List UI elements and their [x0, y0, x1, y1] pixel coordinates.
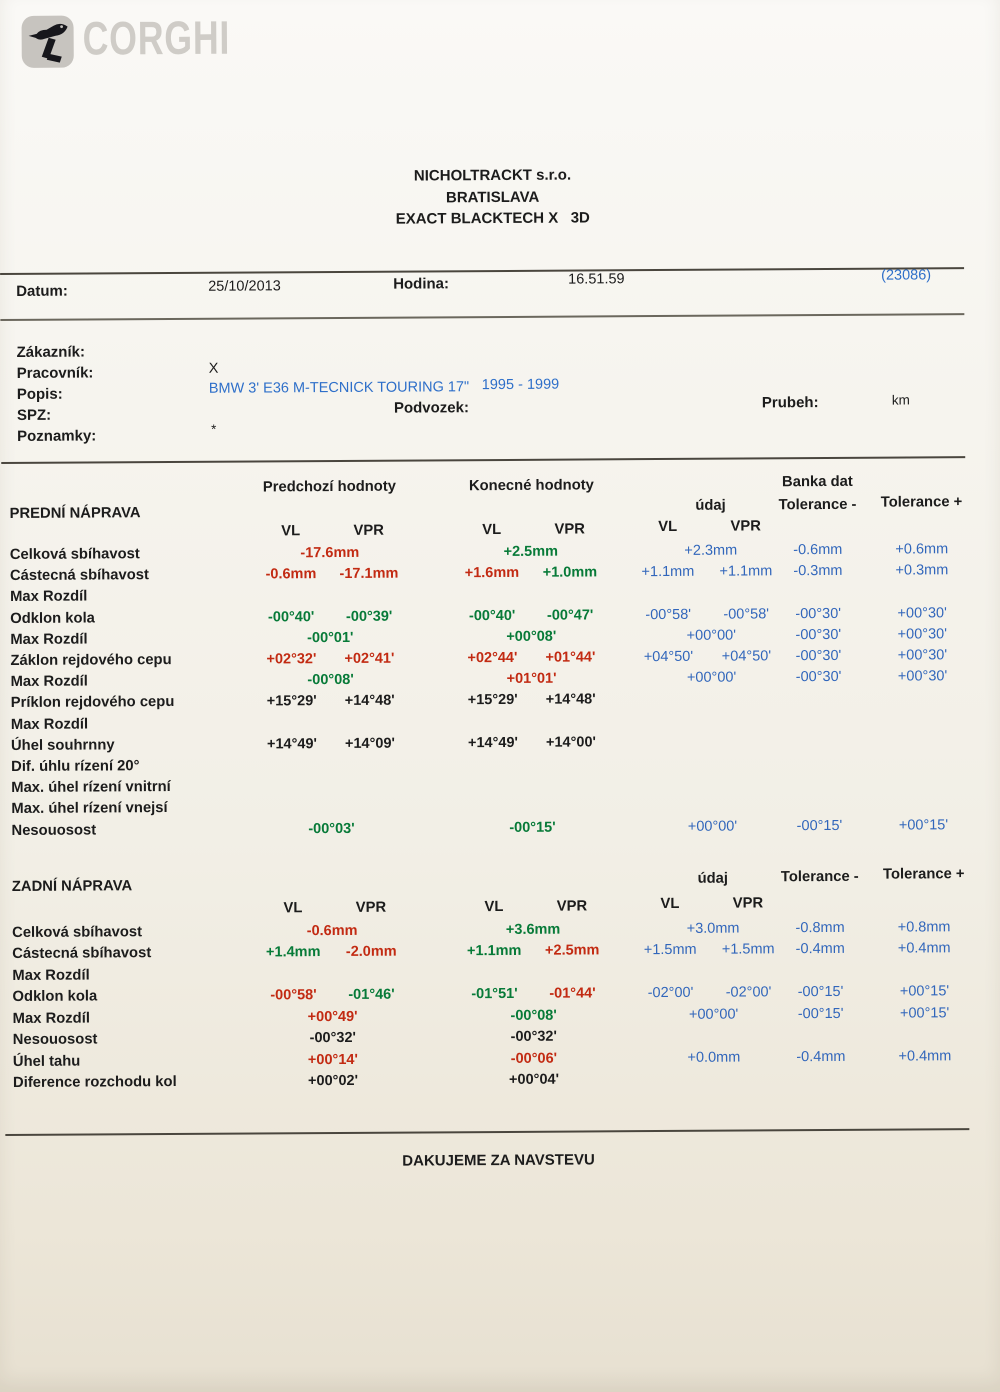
tolerance-plus-value: +0.6mm [895, 541, 949, 558]
fin-value: -00°15' [509, 819, 556, 836]
prev-vpr-value: -00°39' [345, 608, 393, 625]
prev-value: -00°03' [308, 820, 355, 837]
divider [0, 313, 964, 320]
rear-bank-vpr-header: VPR [732, 895, 764, 912]
bank-value: +0.0mm [687, 1049, 741, 1066]
row-label: Max Rozdíl [10, 673, 88, 691]
front-tol-plus-header: Tolerance + [880, 494, 963, 511]
rear-udaj-header: údaj [697, 870, 729, 887]
bank-vpr-value: +04°50' [721, 648, 772, 665]
fin-vpr-value: +1.0mm [542, 564, 598, 581]
row-label: Max. úhel rízení vnejsí [11, 800, 168, 818]
tolerance-plus-value: +00°15' [899, 1004, 950, 1022]
report-number: (23086) [881, 267, 932, 284]
tolerance-minus-value: -00°15' [797, 983, 844, 1001]
bank-vpr-value: -00°58' [723, 605, 770, 623]
fin-value: +3.6mm [505, 921, 561, 938]
front-bank-header: Banka dat [781, 473, 853, 491]
row-label: Úhel souhrnny [10, 737, 115, 754]
plate-label: SPZ: [16, 406, 52, 424]
bank-vl-value: +04°50' [643, 648, 694, 666]
front-prev-vpr-header: VPR [353, 522, 384, 539]
tolerance-minus-value: -00°15' [796, 817, 843, 834]
fin-vpr-value: +2.5mm [544, 942, 600, 959]
tolerance-plus-value: +0.4mm [897, 940, 951, 957]
prev-value: -0.6mm [306, 922, 358, 939]
tolerance-minus-value: -00°30' [795, 605, 842, 622]
rear-tol-plus-header: Tolerance + [882, 866, 965, 883]
brand-name: CORGHI [82, 10, 231, 65]
chassis-label: Podvozek: [393, 399, 469, 417]
fin-value: +01°01' [506, 670, 557, 688]
date-label: Datum: [16, 282, 68, 300]
vehicle-years: 1995 - 1999 [481, 376, 560, 394]
time-value: 16.51.59 [568, 271, 625, 288]
tolerance-minus-value: -0.4mm [796, 1048, 846, 1065]
corghi-logo [0, 0, 996, 65]
prev-vl-value: -00°40' [267, 608, 315, 626]
customer-label: Zákazník: [16, 343, 85, 361]
bank-value: +00°00' [686, 627, 737, 644]
row-label: Celková sbíhavost [9, 546, 140, 563]
tolerance-minus-value: -00°30' [795, 626, 842, 643]
prev-vl-value: +15°29' [266, 693, 317, 710]
rear-bank-vl-header: VL [660, 895, 680, 913]
fin-vl-value: -00°40' [468, 607, 516, 624]
tolerance-minus-value: -00°30' [795, 647, 842, 665]
prev-value: +00°14' [307, 1051, 358, 1068]
fin-value: +00°04' [508, 1071, 560, 1088]
rear-final-vl-header: VL [484, 898, 504, 916]
notes-value: * [210, 421, 217, 437]
tolerance-minus-value: -0.4mm [795, 940, 845, 958]
bank-value: +2.3mm [684, 542, 738, 559]
fin-value: -00°06' [510, 1050, 558, 1067]
prev-vpr-value: +02°41' [344, 650, 395, 667]
row-label: Príklon rejdového cepu [10, 694, 175, 712]
company-name: NICHOLTRACKT s.r.o. [413, 166, 572, 185]
divider [0, 267, 964, 275]
tolerance-plus-value: +00°30' [897, 604, 947, 622]
prev-vl-value: +02°32' [266, 651, 317, 668]
tolerance-plus-value: +00°15' [899, 983, 950, 1000]
row-label: Max Rozdíl [12, 1010, 90, 1027]
prev-vpr-value: -17.1mm [339, 565, 399, 583]
fin-vl-value: +1.6mm [464, 565, 520, 582]
row-label: Diference rozchodu kol [12, 1073, 177, 1091]
front-prev-header: Predchozí hodnoty [262, 478, 397, 496]
tolerance-plus-value: +0.8mm [897, 918, 951, 936]
row-label: Záklon rejdového cepu [10, 652, 172, 669]
row-label: Nesouosost [11, 822, 97, 839]
row-label: Max Rozdíl [10, 631, 88, 648]
prev-value: -00°08' [307, 672, 354, 689]
prev-vl-value: +1.4mm [265, 944, 321, 961]
fin-value: -00°08' [510, 1007, 557, 1024]
description-label: Popis: [16, 385, 63, 403]
divider [1, 456, 965, 464]
row-label: Cástecná sbíhavost [9, 567, 149, 585]
time-label: Hodina: [393, 275, 450, 293]
operator-label: Pracovník: [16, 364, 94, 382]
tolerance-minus-value: -0.6mm [793, 541, 843, 559]
fin-vl-value: -01°51' [471, 985, 518, 1003]
bank-value: +00°00' [688, 1006, 739, 1023]
tolerance-minus-value: -0.8mm [795, 919, 845, 936]
front-prev-vl-header: VL [281, 523, 301, 540]
fin-value: +2.5mm [503, 543, 559, 560]
tolerance-plus-value: +00°15' [898, 816, 949, 834]
bank-vpr-value: -02°00' [725, 984, 772, 1001]
prev-value: +00°02' [307, 1072, 359, 1090]
front-tol-minus-header: Tolerance - [778, 496, 857, 514]
bank-vpr-value: +1.1mm [719, 563, 773, 580]
divider [5, 1128, 969, 1136]
prev-vpr-value: -2.0mm [345, 943, 397, 960]
prev-value: -00°32' [309, 1029, 356, 1047]
fin-vl-value: +14°49' [467, 734, 518, 751]
bank-value: +3.0mm [686, 920, 740, 937]
rear-axle-title: ZADNÍ NÁPRAVA [11, 878, 133, 895]
row-label: Odklon kola [12, 988, 98, 1005]
bank-vl-value: +1.5mm [643, 941, 697, 959]
prev-value: +00°49' [307, 1008, 358, 1025]
fin-vpr-value: -00°47' [546, 607, 594, 624]
tolerance-minus-value: -00°15' [797, 1005, 844, 1022]
fin-vl-value: +02°44' [467, 649, 518, 667]
prev-vl-value: +14°49' [266, 735, 318, 753]
operator-value: X [208, 360, 219, 377]
mileage-label: Prubeh: [761, 394, 819, 412]
prev-vl-value: -00°58' [270, 987, 317, 1004]
tolerance-plus-value: +00°30' [897, 647, 948, 664]
tolerance-plus-value: +0.4mm [898, 1047, 952, 1065]
row-label: Odklon kola [10, 610, 95, 627]
tolerance-minus-value: -0.3mm [793, 563, 843, 580]
fin-value: +00°08' [506, 628, 557, 645]
thank-you-message: DAKUJEME ZA NAVSTEVU [402, 1151, 595, 1170]
row-label: Max Rozdíl [10, 588, 88, 606]
fin-vpr-value: +01°44' [545, 649, 596, 666]
row-label: Nesouosost [12, 1031, 98, 1048]
row-label: Dif. úhlu rízení 20° [11, 758, 140, 775]
bank-vpr-value: +1.5mm [721, 941, 775, 958]
bank-value: +00°00' [686, 669, 737, 687]
bank-vl-value: -00°58' [645, 606, 692, 623]
company-city: BRATISLAVA [445, 188, 540, 207]
prev-vpr-value: +14°48' [344, 693, 395, 710]
row-label: Celková sbíhavost [12, 923, 143, 941]
front-final-vl-header: VL [482, 521, 502, 539]
date-value: 25/10/2013 [208, 278, 281, 295]
tolerance-plus-value: +00°30' [897, 668, 948, 685]
front-bank-vl-header: VL [658, 518, 678, 536]
notes-label: Poznamky: [17, 427, 97, 445]
machine-model: EXACT BLACKTECH X 3D [395, 209, 590, 228]
fin-vpr-value: +14°00' [545, 734, 596, 751]
fin-value: -00°32' [510, 1028, 557, 1045]
row-label: Úhel tahu [12, 1053, 81, 1070]
tolerance-plus-value: +0.3mm [895, 562, 949, 579]
rear-prev-vl-header: VL [283, 900, 303, 917]
prev-vpr-value: -01°46' [348, 986, 395, 1003]
row-label: Max Rozdíl [10, 716, 89, 733]
rear-tol-minus-header: Tolerance - [780, 868, 859, 886]
fin-vpr-value: -01°44' [549, 985, 596, 1002]
tolerance-plus-value: +00°30' [897, 626, 947, 643]
vehicle-description: BMW 3' E36 M-TECNICK TOURING 17" [208, 379, 470, 397]
mileage-unit: km [891, 392, 910, 408]
front-bank-vpr-header: VPR [730, 518, 761, 535]
row-label: Max. úhel rízení vnitrní [11, 779, 171, 797]
prev-value: -00°01' [307, 629, 354, 646]
bank-value: +00°00' [687, 818, 738, 835]
rear-prev-vpr-header: VPR [355, 899, 387, 916]
prev-vl-value: -0.6mm [265, 566, 317, 583]
prev-vpr-value: +14°09' [344, 735, 396, 752]
front-final-vpr-header: VPR [554, 521, 585, 538]
row-label: Cástecná sbíhavost [12, 945, 152, 962]
fin-vpr-value: +14°48' [545, 691, 596, 709]
front-final-header: Konecné hodnoty [468, 477, 594, 495]
bird-icon [22, 16, 74, 68]
fin-vl-value: +15°29' [467, 692, 518, 709]
front-udaj-header: údaj [695, 497, 726, 514]
bank-vl-value: +1.1mm [641, 564, 695, 581]
rear-final-vpr-header: VPR [556, 898, 588, 915]
bank-vl-value: -02°00' [647, 984, 694, 1002]
prev-value: -17.6mm [300, 544, 360, 562]
front-axle-title: PREDNÍ NÁPRAVA [9, 505, 141, 522]
fin-vl-value: +1.1mm [466, 942, 522, 960]
tolerance-minus-value: -00°30' [795, 669, 842, 686]
row-label: Max Rozdíl [12, 967, 90, 984]
